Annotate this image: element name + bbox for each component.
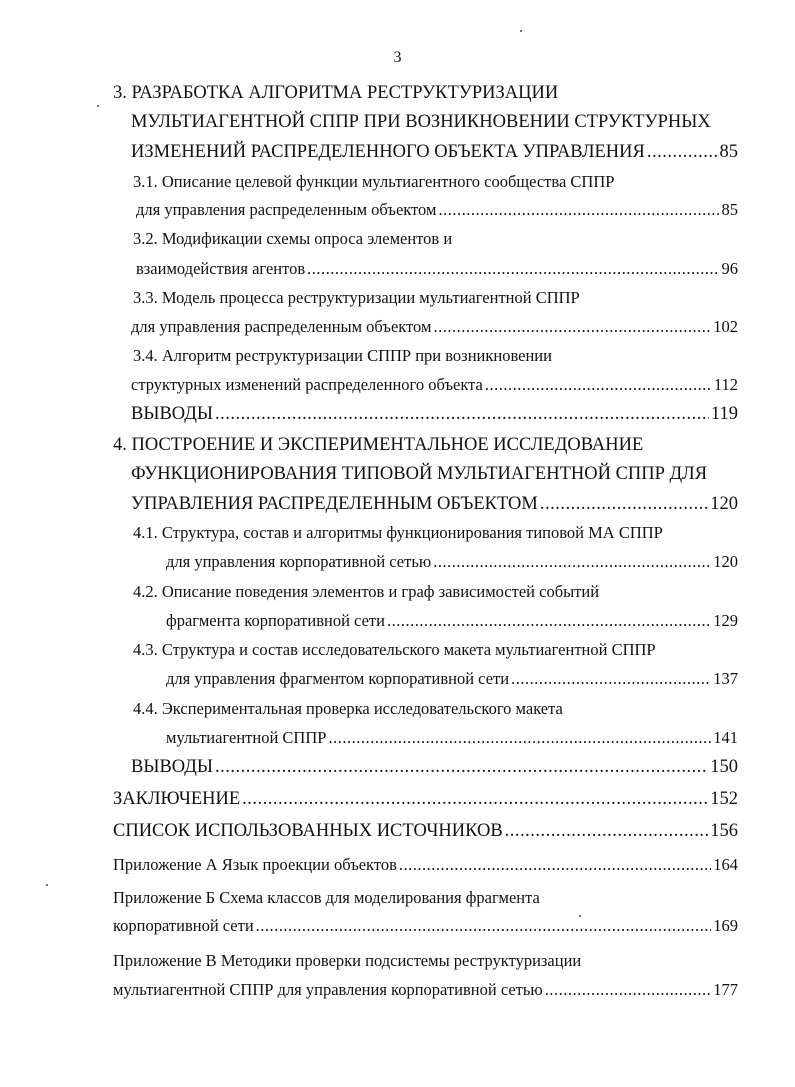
toc-page-number: 164 (713, 855, 738, 874)
toc-entry-line[interactable] (131, 401, 738, 427)
toc-entry-title: структурных изменений распределенного объекта (131, 375, 483, 394)
scan-speck (579, 915, 581, 917)
toc-entry-title: для управления корпоративной сетью (166, 552, 432, 571)
toc-page-number: 112 (713, 375, 738, 394)
toc-page-number: 85 (719, 142, 738, 162)
scan-speck (46, 884, 48, 886)
dot-leader (215, 401, 709, 427)
toc-page-number: 129 (713, 611, 738, 630)
toc-entry-title: ЗАКЛЮЧЕНИЕ (113, 789, 241, 809)
toc-page-number: 120 (710, 494, 738, 514)
toc-line: 3.1. Описание целевой функции мультиагентного сообщества СППР (133, 172, 615, 191)
toc-entry-line[interactable] (131, 754, 738, 780)
page-number: 3 (393, 49, 402, 66)
dot-leader (387, 608, 711, 634)
toc-entry-title: ВЫВОДЫ (131, 757, 214, 777)
toc-line: ФУНКЦИОНИРОВАНИЯ ТИПОВОЙ МУЛЬТИАГЕНТНОЙ СППР ДЛЯ (131, 464, 708, 484)
toc-entry-line[interactable] (131, 491, 738, 517)
toc-page-number: 85 (721, 200, 738, 219)
toc-entry-title: ВЫВОДЫ (131, 404, 214, 424)
toc-line: МУЛЬТИАГЕНТНОЙ СППР ПРИ ВОЗНИКНОВЕНИИ СТРУКТУРНЫХ (131, 112, 711, 132)
toc-entry-line[interactable] (131, 372, 738, 398)
dot-leader (438, 197, 719, 223)
toc-entry-title: УПРАВЛЕНИЯ РАСПРЕДЕЛЕННЫМ ОБЪЕКТОМ (131, 494, 538, 514)
toc-entry-title: для управления фрагментом корпоративной сети (166, 669, 510, 688)
dot-leader (647, 139, 718, 165)
toc-entry-line[interactable] (136, 197, 738, 223)
toc-line: 4.4. Экспериментальная проверка исследовательского макета (133, 699, 563, 718)
toc-line: 4.3. Структура и состав исследовательского макета мультиагентной СППР (133, 640, 656, 659)
toc-entry-title: взаимодействия агентов (136, 259, 306, 278)
scan-speck (520, 30, 522, 32)
toc-page-number: 120 (713, 552, 738, 571)
dot-leader (399, 852, 711, 878)
toc-line: 4.1. Структура, состав и алгоритмы функционирования типовой МА СППР (133, 523, 663, 542)
toc-entry-line[interactable] (166, 549, 738, 575)
toc-entry-title: мультиагентной СППР (166, 728, 327, 747)
toc-entry-title: СПИСОК ИСПОЛЬЗОВАННЫХ ИСТОЧНИКОВ (113, 821, 503, 841)
toc-page-number: 177 (713, 980, 738, 999)
toc-page-number: 150 (710, 757, 738, 777)
dot-leader (215, 754, 708, 780)
toc-line: 3.3. Модель процесса реструктуризации мультиагентной СППР (133, 288, 580, 307)
dot-leader (307, 256, 719, 282)
toc-page-number: 152 (710, 789, 738, 809)
toc-line: 4.2. Описание поведения элементов и граф зависимостей событий (133, 582, 600, 601)
toc-page-number: 119 (710, 404, 738, 424)
toc-page-number: 169 (713, 916, 738, 935)
toc-line: 3. РАЗРАБОТКА АЛГОРИТМА РЕСТРУКТУРИЗАЦИИ (113, 83, 559, 103)
toc-line: 3.2. Модификации схемы опроса элементов и (133, 229, 453, 248)
toc-entry-appendix-v[interactable] (113, 977, 738, 1003)
dot-leader (433, 314, 711, 340)
toc-entry-line[interactable] (131, 139, 738, 165)
toc-entry-appendix-b[interactable] (113, 913, 738, 939)
toc-entry-title: мультиагентной СППР для управления корпоративной сетью (113, 980, 543, 999)
toc-page-number: 137 (713, 669, 738, 688)
toc-line: Приложение В Методики проверки подсистемы реструктуризации (113, 951, 582, 970)
toc-page-number: 141 (713, 728, 738, 747)
dot-leader (545, 977, 712, 1003)
toc-line: 4. ПОСТРОЕНИЕ И ЭКСПЕРИМЕНТАЛЬНОЕ ИССЛЕДОВАНИЕ (113, 435, 644, 455)
scan-speck (97, 105, 99, 107)
toc-entry-title: ИЗМЕНЕНИЙ РАСПРЕДЕЛЕННОГО ОБЪЕКТА УПРАВЛЕНИЯ (131, 142, 645, 162)
toc-entry-title: корпоративной сети (113, 916, 254, 935)
dot-leader (540, 491, 708, 517)
toc-line: Приложение Б Схема классов для моделирования фрагмента (113, 888, 540, 907)
toc-entry-appendix-a[interactable] (113, 852, 738, 878)
toc-page-number: 156 (710, 821, 738, 841)
toc-entry-line[interactable] (166, 666, 738, 692)
toc-entry-title: для управления распределенным объектом (131, 317, 432, 336)
toc-entry-line[interactable] (136, 256, 738, 282)
toc-entry-line[interactable] (131, 314, 738, 340)
toc-page-number: 96 (721, 259, 738, 278)
toc-page-number: 102 (713, 317, 738, 336)
dot-leader (505, 818, 709, 844)
toc-entry-line[interactable] (166, 608, 738, 634)
toc-entry-title: для управления распределенным объектом (136, 200, 437, 219)
toc-line: 3.4. Алгоритм реструктуризации СППР при возникновении (133, 346, 552, 365)
toc-entry-line[interactable] (166, 725, 738, 751)
dot-leader (328, 725, 711, 751)
toc-entry-title: фрагмента корпоративной сети (166, 611, 385, 630)
dot-leader (511, 666, 711, 692)
toc-entry-title: Приложение А Язык проекции объектов (113, 855, 397, 874)
dot-leader (433, 549, 711, 575)
toc-entry-conclusion[interactable] (113, 786, 738, 812)
toc-entry-references[interactable] (113, 818, 738, 844)
dot-leader (242, 786, 708, 812)
dot-leader (485, 372, 712, 398)
dot-leader (256, 913, 712, 939)
